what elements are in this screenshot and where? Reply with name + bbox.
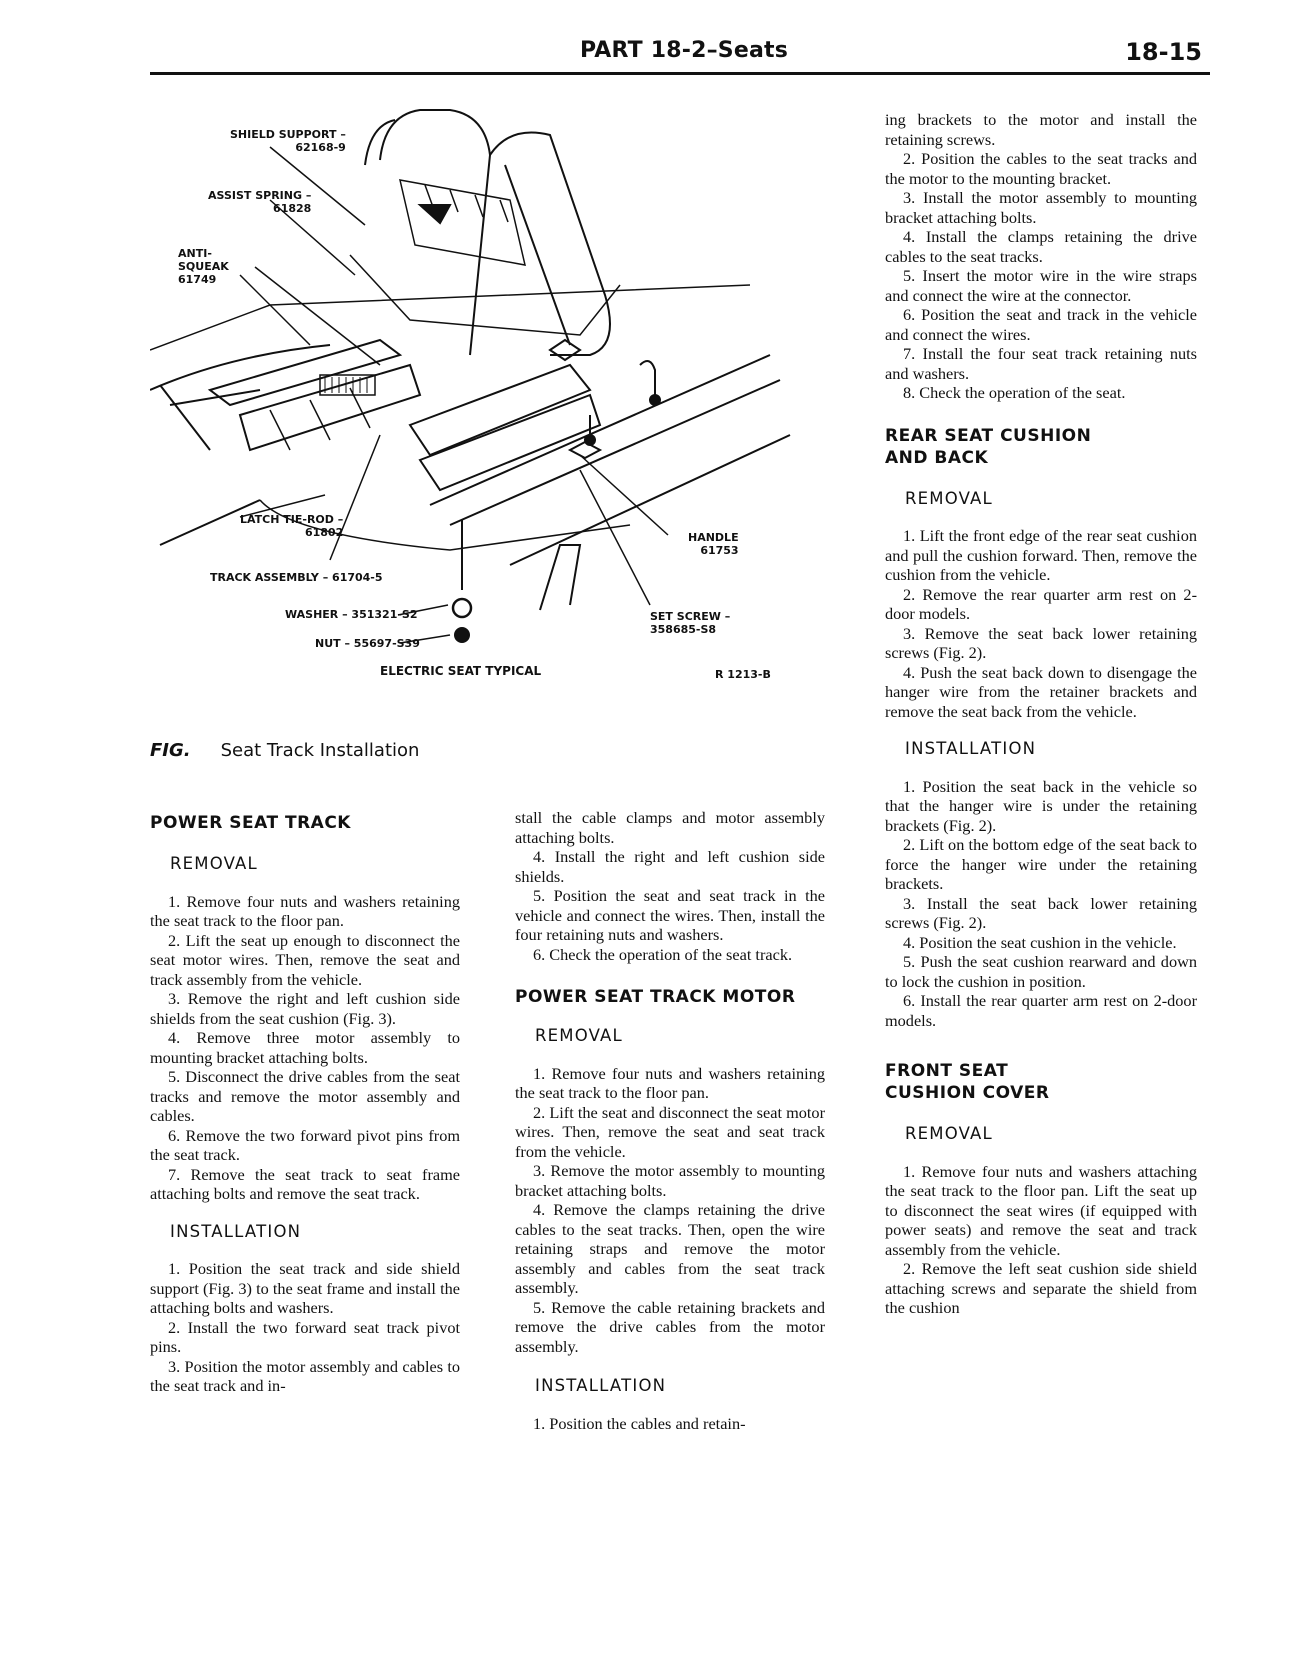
heading-front-seat-cushion-cover (885, 1060, 1197, 1104)
callout-anti-squeak: ANTI- SQUEAK 61749 (178, 247, 229, 286)
heading-removal: REMOVAL (170, 854, 258, 873)
callout-latch-tie-rod: LATCH TIE-ROD – 61802 (240, 513, 344, 539)
figure-caption (150, 740, 419, 761)
step-text: 4. Remove three motor assembly to mounting bracket attaching bolts. (150, 1028, 460, 1067)
callout-nut: NUT – 55697-S39 (315, 637, 420, 650)
figure-subtitle: ELECTRIC SEAT TYPICAL (380, 664, 542, 678)
step-text: 4. Position the seat cushion in the vehicle. (903, 932, 1177, 952)
step-text: 4. Install the clamps retaining the drive cables to the seat tracks. (885, 227, 1197, 266)
heading-rear-seat-cushion (885, 425, 1197, 469)
figure-label: FIG. (150, 740, 191, 761)
heading-removal: REMOVAL (535, 1026, 623, 1045)
step-text: stall the cable clamps and motor assembly attaching bolts. (515, 808, 825, 847)
step-text: 1. Remove four nuts and washers attaching the seat track to the floor pan. Lift the seat up to disconnect the seat wires (if equipped with power seats) and remove the seat and track assembly from the vehicle. (885, 1161, 1197, 1259)
step-text: 2. Lift on the bottom edge of the seat back to force the hanger wire under the retaining brackets. (885, 835, 1197, 893)
heading-line: FRONT SEAT (885, 1061, 1009, 1081)
figure-caption-text: Seat Track Installation (220, 740, 420, 761)
step-text: ing brackets to the motor and install the retaining screws. (885, 110, 1197, 149)
heading-removal: REMOVAL (905, 488, 993, 508)
callout-set-screw: SET SCREW – 358685-S8 (650, 610, 731, 636)
step-text: 4. Push the seat back down to disengage the hanger wire from the retainer brackets and remove the seat back from the vehicle. (885, 662, 1197, 721)
step-text: 3. Remove the right and left cushion side shields from the seat cushion (Fig. 3). (150, 989, 460, 1028)
callout-track-assembly: TRACK ASSEMBLY – 61704-5 (210, 571, 383, 584)
step-text: 5. Disconnect the drive cables from the seat tracks and remove the motor assembly and cables. (150, 1067, 460, 1125)
step-text: 1. Position the seat track and side shield support (Fig. 3) to the seat frame and install the attaching bolts and washers. (150, 1259, 460, 1317)
step-text: 3. Remove the seat back lower retaining screws (Fig. 2). (885, 623, 1197, 662)
callout-assist-spring: ASSIST SPRING – 61828 (208, 189, 312, 215)
step-text: 7. Install the four seat track retaining nuts and washers. (885, 344, 1197, 383)
step-text: 7. Remove the seat track to seat frame attaching bolts and remove the seat track. (150, 1164, 460, 1203)
callout-shield-support: SHIELD SUPPORT – 62168-9 (230, 128, 346, 154)
seat-track-figure (150, 105, 830, 725)
step-text: 2. Lift the seat up enough to disconnect the seat motor wires. Then, remove the seat and track assembly from the vehicle. (150, 930, 460, 989)
step-text: 3. Remove the motor assembly to mounting bracket attaching bolts. (515, 1161, 825, 1200)
heading-removal: REMOVAL (905, 1124, 993, 1143)
step-text: 6. Check the operation of the seat track. (533, 944, 793, 964)
step-text: 5. Insert the motor wire in the wire straps and connect the wire at the connector. (885, 266, 1197, 305)
step-text: 2. Position the cables to the seat tracks and the motor to the mounting bracket. (885, 149, 1197, 188)
page-header (150, 38, 1210, 75)
text-column-3 (885, 110, 1197, 1318)
heading-power-seat-track: POWER SEAT TRACK (150, 813, 351, 833)
heading-installation: INSTALLATION (905, 739, 1037, 758)
step-text: 5. Push the seat cushion rearward and down to lock the cushion in position. (885, 952, 1197, 991)
text-column-1 (150, 812, 460, 1396)
page-number: 18-15 (1125, 38, 1202, 66)
page-title: PART 18-2–Seats (580, 38, 789, 63)
callout-washer: WASHER – 351321-S2 (285, 608, 418, 621)
step-text: 5. Remove the cable retaining brackets and remove the drive cables from the motor assembly. (515, 1297, 825, 1356)
step-text: 6. Install the rear quarter arm rest on 2-door models. (885, 991, 1197, 1030)
step-text: 2. Remove the rear quarter arm rest on 2-door models. (885, 584, 1197, 623)
step-text: 1. Remove four nuts and washers retaining the seat track to the floor pan. (150, 891, 460, 930)
figure-reference: R 1213-B (715, 668, 771, 681)
step-text: 2. Remove the left seat cushion side shield attaching screws and separate the shield from the cushion (885, 1259, 1197, 1317)
step-text: 4. Remove the clamps retaining the drive cables to the seat tracks. Then, open the wire retaining straps and remove the motor assembly and cables from the seat track assembly. (515, 1200, 825, 1297)
step-text: 2. Lift the seat and disconnect the seat motor wires. Then, remove the seat and seat track from the vehicle. (515, 1102, 825, 1161)
step-text: 6. Position the seat and track in the vehicle and connect the wires. (885, 305, 1197, 344)
text-column-2 (515, 808, 825, 1433)
step-text: 1. Position the seat back in the vehicle so that the hanger wire is under the retaining brackets (Fig. 2). (885, 776, 1197, 835)
step-text: 1. Lift the front edge of the rear seat cushion and pull the cushion forward. Then, remove the cushion from the vehicle. (885, 526, 1197, 584)
callout-handle: HANDLE 61753 (688, 531, 739, 557)
heading-line: AND BACK (885, 447, 989, 468)
step-text: 6. Remove the two forward pivot pins from the seat track. (150, 1125, 460, 1164)
heading-power-seat-track-motor: POWER SEAT TRACK MOTOR (515, 987, 796, 1007)
heading-installation: INSTALLATION (535, 1376, 667, 1395)
step-text: 3. Position the motor assembly and cables to the seat track and in- (150, 1356, 460, 1395)
step-text: 3. Install the seat back lower retaining screws (Fig. 2). (885, 893, 1197, 932)
step-text: 1. Position the cables and retain- (533, 1413, 746, 1433)
heading-line: CUSHION COVER (885, 1083, 1050, 1103)
step-text: 4. Install the right and left cushion side shields. (515, 847, 825, 886)
step-text: 1. Remove four nuts and washers retaining the seat track to the floor pan. (515, 1063, 825, 1102)
step-text: 2. Install the two forward seat track pivot pins. (150, 1317, 460, 1356)
step-text: 3. Install the motor assembly to mounting bracket attaching bolts. (885, 188, 1197, 227)
step-text: 5. Position the seat and seat track in the vehicle and connect the wires. Then, install the four retaining nuts and washers. (515, 886, 825, 944)
heading-installation: INSTALLATION (170, 1221, 302, 1241)
step-text: 8. Check the operation of the seat. (903, 383, 1126, 402)
heading-line: REAR SEAT CUSHION (885, 425, 1092, 446)
